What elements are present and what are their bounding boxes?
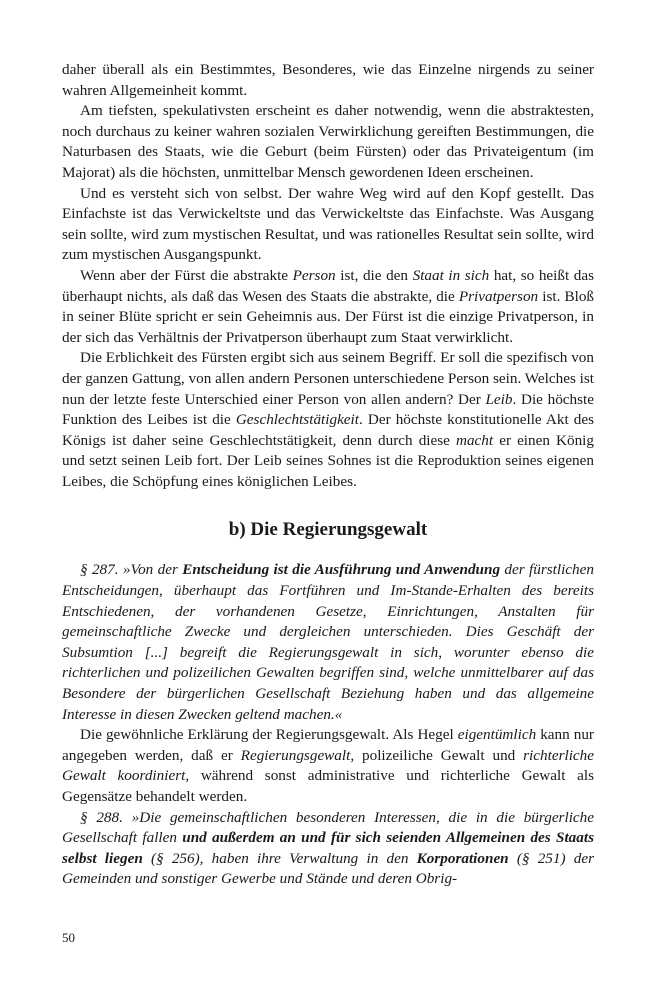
- paragraph: [62, 60, 594, 101]
- text-segment: er einen König und setzt seinen Leib fort. Der Leib seines Sohnes ist die Reproduktion seines eigenen Leibes, die Schöpfung eines königlichen Leibes.: [62, 431, 594, 490]
- text-segment: Am tiefsten, spekulativsten erscheint es daher notwendig, wenn die abstraktesten, noch durchaus zu keiner wahren sozialen Verwirklichung gereiften Bestimmungen, die Naturbasen des Staats, wie die Geburt (beim Fürsten) oder das Privateigentum (im Majorat) als die höchsten, unmittelbar Mensch gewordenen Ideen erscheinen.: [62, 102, 594, 181]
- section-heading: b) Die Regierungsgewalt: [228, 519, 428, 541]
- text-block: [62, 60, 594, 890]
- text-segment: Die Erblichkeit des Fürsten ergibt sich aus seinem Begriff. Er soll die spezifisch von der ganzen Gattung, von allen andern Personen unterschiedene Person sein. Welches ist nun der letzte feste Unterschied einer Person von allen andern? Der: [62, 349, 595, 408]
- italic-text: macht: [456, 431, 494, 449]
- paragraph: [62, 101, 594, 183]
- text-segment: , während sonst administrative und richterliche Gewalt als Gegensätze behandelt werden.: [62, 767, 594, 805]
- paragraph: [62, 725, 594, 807]
- bold-italic-text: Entscheidung ist die Ausführung und Anwendung: [182, 561, 501, 579]
- bold-italic-text: und außerdem an und für sich seienden Allgemeinen des Staats selbst liegen: [62, 829, 594, 867]
- italic-text: Regierungsgewalt: [240, 746, 351, 764]
- text-segment: Die gewöhnliche Erklärung der Regierungsgewalt. Als Hegel: [80, 726, 458, 744]
- paragraph: [62, 808, 594, 890]
- text-segment: Und es versteht sich von selbst. Der wahre Weg wird auf den Kopf gestellt. Das Einfachste ist das Verwickeltste und das Verwickeltste das Einfachste. Was Ausgang sein sollte, wird zum mystischen Resultat, und was rationelles Resultat sein sollte, wird zum mystischen Ausgangspunkt.: [62, 184, 594, 264]
- text-segment: kann nur angegeben werden, daß er: [62, 726, 594, 764]
- text-segment: Wenn aber der Fürst die abstrakte: [80, 266, 293, 284]
- text-segment: ist, die den: [335, 266, 413, 284]
- italic-text: (§ 251) der Gemeinden und sonstiger Gewerbe und Stände und deren Obrig-: [62, 849, 594, 888]
- italic-text: eigentümlich: [457, 726, 537, 744]
- italic-text: Staat in sich: [412, 266, 490, 284]
- italic-text: der fürstlichen Entscheidungen, überhaupt das Fortführen und Im-Stande-Erhalten des bereits Entschiedenen, der vorhandenen Gesetze, Einrichtungen, Anstalten für gemeinschaftliche Zwecke und dergleichen unterschieden. Dies Geschäft der Subsumtion [...] begreift die Regierungsgewalt in sich, worunter ebenso die richterlichen und polizeilichen Gewalten begriffen sind, welche unmittelbarer auf das Besondere der bürgerlichen Gesellschaft Beziehung haben und das allgemeine Interesse in diesen Zwecken geltend machen.«: [62, 561, 594, 723]
- italic-text: Geschlechtstätigkeit: [235, 411, 359, 429]
- body-text-top: [62, 60, 594, 492]
- text-segment: , polizeiliche Gewalt und: [350, 746, 524, 764]
- page-number: 50: [62, 930, 75, 945]
- body-text-bottom: [62, 560, 594, 890]
- italic-text: Person: [292, 266, 336, 284]
- italic-text: richterliche Gewalt koordiniert: [62, 746, 594, 785]
- bold-italic-text: Korporationen: [416, 849, 509, 867]
- italic-text: (§ 256), haben ihre Verwaltung in den: [142, 849, 417, 867]
- text-segment: . Der höchste konstitutionelle Akt des Königs ist daher seine Geschlechtstätigkeit, denn durch diese: [62, 411, 594, 449]
- paragraph: [62, 266, 594, 348]
- text-segment: ist. Bloß in seiner Blüte spricht er sein Geheimnis aus. Der Fürst ist die einzige Privatperson, in der sich das Verhältnis der Privatperson überhaupt zum Staat verwirklicht.: [62, 287, 595, 346]
- italic-text: § 288. »Die gemeinschaftlichen besonderen Interessen, die in die bürgerliche Gesellschaft fallen: [62, 808, 594, 847]
- paragraph: [62, 560, 594, 725]
- paragraph: [62, 348, 594, 492]
- italic-text: § 287. »Von der: [80, 561, 183, 579]
- text-segment: hat, so heißt das überhaupt nichts, als daß das Wesen des Staats die abstrakte, die: [62, 266, 595, 305]
- paragraph: [62, 184, 594, 266]
- italic-text: Leib: [485, 390, 513, 408]
- italic-text: Privatperson: [458, 287, 539, 305]
- text-segment: daher überall als ein Bestimmtes, Besonderes, wie das Einzelne nirgends zu seiner wahren Allgemeinheit kommt.: [62, 61, 594, 99]
- text-segment: . Die höchste Funktion des Leibes ist die: [62, 390, 594, 429]
